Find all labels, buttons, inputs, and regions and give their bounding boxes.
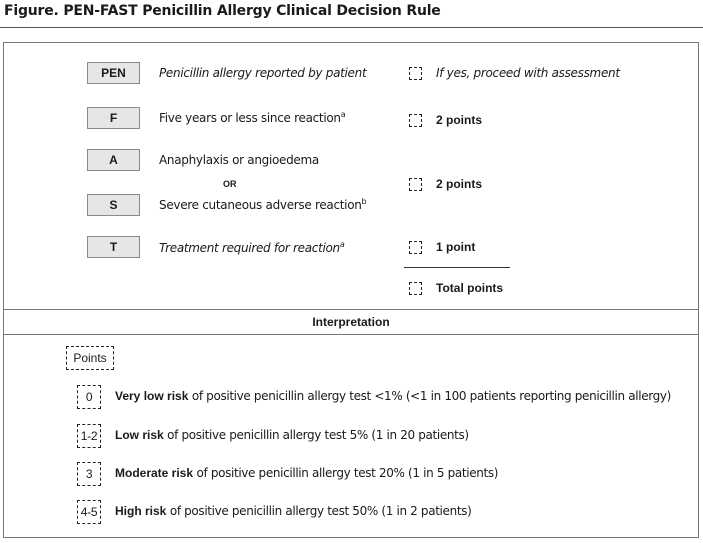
checkbox-as[interactable] <box>409 178 422 191</box>
points-header: Points <box>66 346 114 370</box>
letter-box-f: F <box>87 107 140 129</box>
risk-level-very-low: Very low risk <box>115 389 189 403</box>
footnote-a: a <box>340 110 346 119</box>
figure-title: Figure. PEN-FAST Penicillin Allergy Clinical Decision Rule <box>4 3 441 19</box>
risk-detail-3: of positive penicillin allergy test 50% (1 in 2 patients) <box>166 504 472 518</box>
interpretation-row-1 <box>115 428 469 442</box>
score-box-1-2: 1-2 <box>77 424 101 448</box>
criterion-t <box>159 240 344 255</box>
score-box-0: 0 <box>77 385 101 409</box>
score-box-3: 3 <box>77 462 101 486</box>
risk-level-high: High risk <box>115 504 167 518</box>
risk-detail-1: of positive penicillin allergy test 5% (1 in 20 patients) <box>163 428 469 442</box>
checkbox-total[interactable] <box>409 282 422 295</box>
criterion-pen-text: Penicillin allergy reported by patient <box>159 66 367 80</box>
risk-detail-2: of positive penicillin allergy test 20% (1 in 5 patients) <box>193 466 499 480</box>
sum-divider <box>404 267 510 268</box>
criterion-f-text: Five years or less since reaction <box>159 111 341 125</box>
criterion-a <box>159 153 319 167</box>
criterion-t-text: Treatment required for reaction <box>159 241 340 255</box>
criterion-f <box>159 110 345 125</box>
total-points-label: Total points <box>436 281 504 295</box>
checkbox-t[interactable] <box>409 241 422 254</box>
or-label: OR <box>223 179 237 189</box>
letter-box-pen: PEN <box>87 62 140 84</box>
interpretation-row-2 <box>115 466 498 480</box>
points-pen: If yes, proceed with assessment <box>436 66 620 80</box>
interpretation-heading: Interpretation <box>3 309 699 335</box>
interpretation-row-0 <box>115 389 671 403</box>
points-t: 1 point <box>436 240 476 254</box>
letter-box-a: A <box>87 149 140 171</box>
footnote-a-t: a <box>339 240 345 249</box>
points-as: 2 points <box>436 177 483 191</box>
risk-level-low: Low risk <box>115 428 164 442</box>
letter-box-s: S <box>87 194 140 216</box>
risk-level-moderate: Moderate risk <box>115 466 194 480</box>
interpretation-row-3 <box>115 504 471 518</box>
risk-detail-0: of positive penicillin allergy test <1% (<1 in 100 patients reporting penicillin allergy) <box>188 389 671 403</box>
criterion-s-text: Severe cutaneous adverse reaction <box>159 198 362 212</box>
letter-box-t: T <box>87 236 140 258</box>
checkbox-pen[interactable] <box>409 67 422 80</box>
score-box-4-5: 4-5 <box>77 500 101 524</box>
criterion-pen <box>159 66 366 80</box>
footnote-b: b <box>361 197 367 206</box>
criterion-s <box>159 197 366 212</box>
criterion-a-text: Anaphylaxis or angioedema <box>159 153 319 167</box>
title-divider <box>0 27 703 28</box>
points-f: 2 points <box>436 113 483 127</box>
checkbox-f[interactable] <box>409 114 422 127</box>
